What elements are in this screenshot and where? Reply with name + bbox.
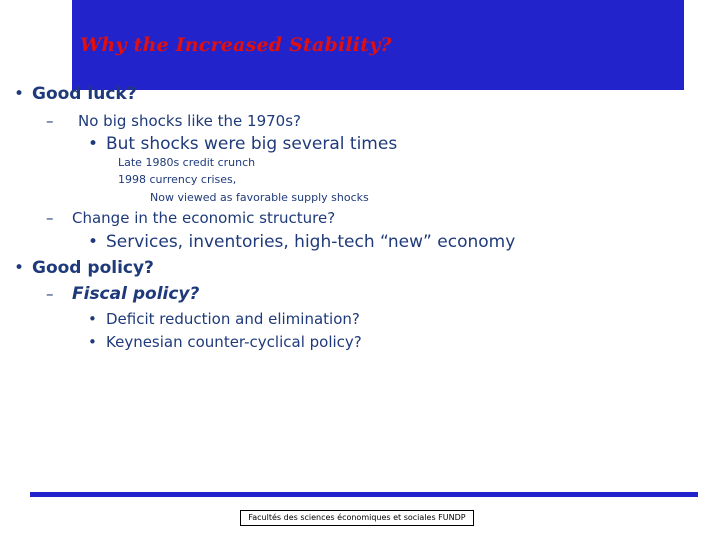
detail-credit-crunch: Late 1980s credit crunch	[118, 156, 256, 169]
subitem-fiscal-policy	[46, 284, 199, 304]
bullet-good-luck	[14, 84, 137, 104]
bullet-marker: •	[14, 258, 25, 278]
bullet-good-policy	[14, 258, 154, 278]
footer-rule	[30, 492, 698, 497]
subitem-no-big-shocks	[46, 112, 301, 130]
bullet-text: Good luck?	[32, 84, 137, 104]
footer-label: Facultés des sciences économiques et sociales FUNDP	[240, 510, 474, 526]
bullet-marker: •	[88, 134, 99, 154]
subitem-economic-structure	[46, 209, 335, 227]
slide-title: Why the Increased Stability?	[80, 34, 392, 56]
subsubitem-text: Deficit reduction and elimination?	[106, 310, 360, 328]
subsubitem-text: But shocks were big several times	[106, 134, 398, 154]
dash-marker: –	[46, 209, 54, 227]
subitem-text: Fiscal policy?	[72, 284, 200, 304]
bullet-text: Good policy?	[32, 258, 154, 278]
subitem-text: Change in the economic structure?	[72, 209, 336, 227]
bullet-marker: •	[14, 84, 25, 104]
dash-marker: –	[46, 285, 54, 303]
dash-marker: –	[46, 112, 54, 130]
subsubitem-text: Keynesian counter-cyclical policy?	[106, 333, 362, 351]
detail-supply-shocks: Now viewed as favorable supply shocks	[150, 191, 369, 204]
subsubitem-services	[88, 232, 515, 252]
bullet-marker: •	[88, 232, 99, 252]
subsubitem-shocks-big	[88, 134, 397, 154]
detail-currency-crises: 1998 currency crises,	[118, 173, 237, 186]
bullet-marker: •	[88, 333, 97, 351]
subsubitem-text: Services, inventories, high-tech “new” economy	[106, 232, 516, 252]
subsubitem-deficit	[88, 310, 360, 328]
subitem-text: No big shocks like the 1970s?	[78, 112, 301, 130]
bullet-marker: •	[88, 310, 97, 328]
subsubitem-keynesian	[88, 333, 362, 351]
